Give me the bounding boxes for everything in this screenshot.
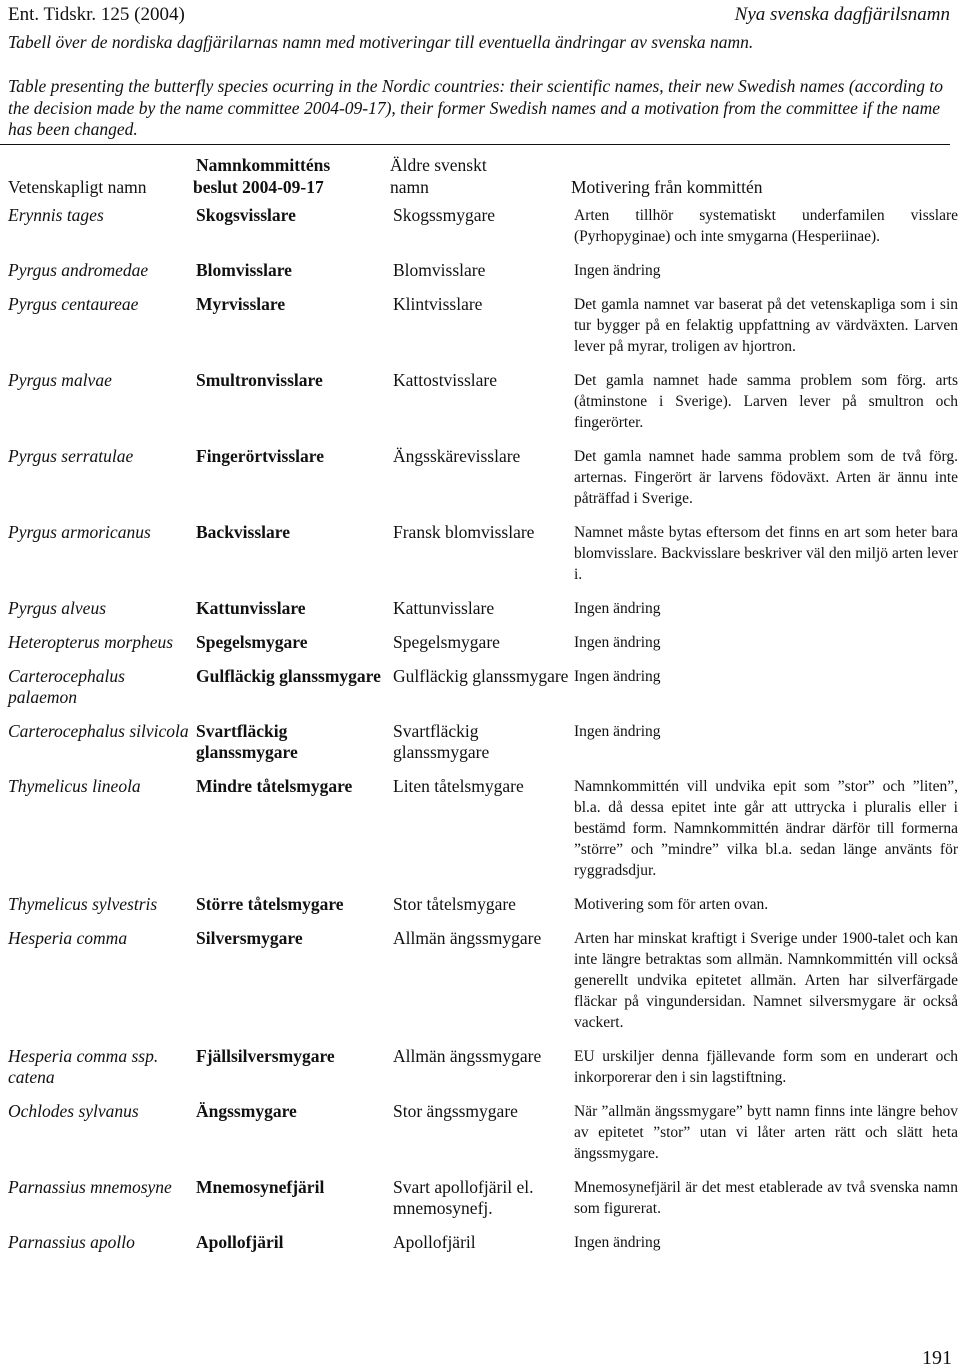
journal-citation: Ent. Tidskr. 125 (2004): [8, 4, 185, 25]
table-row: [0, 1232, 958, 1253]
new-name-cell: Spegelsmygare: [196, 632, 308, 652]
old-name-cell: Skogssmygare: [393, 205, 496, 225]
old-name-cell: Kattunvisslare: [393, 598, 495, 618]
col-old-name-line1: Äldre svenskt: [390, 155, 487, 175]
table-row: [0, 928, 958, 1046]
article-title: Nya svenska dagfjärilsnamn: [734, 4, 950, 25]
table-row: [0, 721, 958, 776]
table-row: [0, 666, 958, 721]
scientific-name-cell: Pyrgus serratulae: [8, 446, 134, 466]
new-name-cell: Skogsvisslare: [196, 205, 296, 225]
old-name-cell: Stor ängssmygare: [393, 1101, 518, 1121]
scientific-name-cell: Ochlodes sylvanus: [8, 1101, 139, 1121]
old-name-cell: Allmän ängssmygare: [393, 1046, 542, 1066]
new-name-cell: Apollofjäril: [196, 1232, 284, 1252]
table-row: [0, 632, 958, 666]
new-name-cell: Mindre tåtelsmygare: [196, 776, 353, 796]
scientific-name-cell: Parnassius apollo: [8, 1232, 135, 1252]
table-row: [0, 260, 958, 294]
table-row: [0, 1177, 958, 1232]
motivation-cell: Det gamla namnet hade samma problem som förg. arts (åtminstone i Sverige). Larven lever på smultron och fingerörter.: [574, 372, 958, 431]
col-old-name-line2: namn: [390, 177, 429, 197]
scientific-name-cell: Pyrgus armoricanus: [8, 522, 151, 542]
new-name-cell: Ängssmygare: [196, 1101, 297, 1121]
old-name-cell: Stor tåtelsmygare: [393, 894, 516, 914]
scientific-name-cell: Pyrgus andromedae: [8, 260, 149, 280]
new-name-cell: Myrvisslare: [196, 294, 286, 314]
table-caption-swedish: Tabell över de nordiska dagfjärilarnas namn med motiveringar till eventuella ändringar av svenska namn.: [8, 32, 754, 52]
old-name-cell: Svart apollofjäril el. mnemosynefj.: [393, 1177, 534, 1218]
motivation-cell: Ingen ändring: [574, 668, 661, 685]
motivation-cell: När ”allmän ängssmygare” bytt namn finns inte längre behov av epitetet ”stor” utan vi låter arten rätt och slätt heta ängssmygare.: [574, 1103, 958, 1162]
table-row: [0, 370, 958, 446]
old-name-cell: Spegelsmygare: [393, 632, 500, 652]
motivation-cell: Ingen ändring: [574, 723, 661, 740]
new-name-cell: Större tåtelsmygare: [196, 894, 344, 914]
motivation-cell: Motivering som för arten ovan.: [574, 896, 769, 913]
table-row: [0, 205, 958, 260]
old-name-cell: Blomvisslare: [393, 260, 486, 280]
table-row: [0, 294, 958, 370]
col-new-name-line2: beslut 2004-09-17: [193, 177, 324, 197]
old-name-cell: Fransk blomvisslare: [393, 522, 535, 542]
scientific-name-cell: Erynnis tages: [8, 205, 104, 225]
motivation-cell: Namnet måste bytas eftersom det finns en art som heter bara blomvisslare. Backvisslare beskriver väl den miljö arten lever i.: [574, 524, 958, 583]
scientific-name-cell: Thymelicus sylvestris: [8, 894, 158, 914]
old-name-cell: Ängsskärevisslare: [393, 446, 521, 466]
motivation-cell: Ingen ändring: [574, 600, 661, 617]
motivation-cell: Ingen ändring: [574, 634, 661, 651]
table-row: [0, 894, 958, 928]
new-name-cell: Smultronvisslare: [196, 370, 323, 390]
old-name-cell: Apollofjäril: [393, 1232, 476, 1252]
motivation-cell: Namnkommittén vill undvika epit som ”stor” och ”liten”, bl.a. då dessa epitet inte går att uttrycka i pluralis eller i bestämd form. Namnkommittén ändrar därför till formerna ”större” och ”mindre” vilka bl.a. sedan länge använts för ryggradsdjur.: [574, 778, 958, 879]
header-rule: [0, 144, 950, 145]
old-name-cell: Kattostvisslare: [393, 370, 498, 390]
col-motivation: Motivering från kommittén: [571, 177, 763, 197]
scientific-name-cell: Heteropterus morpheus: [8, 632, 174, 652]
new-name-cell: Blomvisslare: [196, 260, 292, 280]
table-row: [0, 1101, 958, 1177]
new-name-cell: Fjällsilversmygare: [196, 1046, 335, 1066]
new-name-cell: Kattunvisslare: [196, 598, 306, 618]
motivation-cell: Arten har minskat kraftigt i Sverige under 1900-talet och kan inte längre betraktas som allmän. Namnkommittén vill också generellt undvika epitetet allmän. Arten har silverfärgade fläckar på vingundersidan. Namnet silversmygare är också vackert.: [574, 930, 958, 1031]
scientific-name-cell: Pyrgus centaureae: [8, 294, 139, 314]
motivation-cell: Det gamla namnet hade samma problem som de två förg. arternas. Fingerört är larvens födoväxt. Arten är ännu inte påträffad i Sverige.: [574, 448, 958, 507]
old-name-cell: Svartfläckig glanssmygare: [393, 721, 490, 762]
table-caption-english: Table presenting the butterfly species ocurring in the Nordic countries: their scientific names, their new Swedish names (according to the decision made by the name committee 2004-09-17), their former Swedish names and a motivation from the committee if the name has been changed.: [8, 76, 943, 139]
motivation-cell: Det gamla namnet var baserat på det vetenskapliga som i sin tur bygger på en felaktig uppfattning av värdväxten. Larven lever på myrar, troligen av hjortron.: [574, 296, 958, 355]
table-row: [0, 522, 958, 598]
new-name-cell: Gulfläckig glanssmygare: [196, 666, 381, 686]
col-new-name-line1: Namnkommitténs: [196, 155, 331, 175]
scientific-name-cell: Pyrgus malvae: [8, 370, 112, 390]
new-name-cell: Fingerörtvisslare: [196, 446, 324, 466]
motivation-cell: Mnemosynefjäril är det mest etablerade av två svenska namn som figurerat.: [574, 1179, 958, 1217]
scientific-name-cell: Pyrgus alveus: [8, 598, 107, 618]
old-name-cell: Allmän ängssmygare: [393, 928, 542, 948]
old-name-cell: Gulfläckig glanssmygare: [393, 666, 569, 686]
species-table: [0, 205, 958, 1253]
old-name-cell: Liten tåtelsmygare: [393, 776, 524, 796]
motivation-cell: Arten tillhör systematiskt underfamilen visslare (Pyrhopyginae) och inte smygarna (Hesperiinae).: [574, 207, 958, 245]
col-scientific-name: Vetenskapligt namn: [8, 177, 147, 197]
page-number: 191: [922, 1347, 952, 1369]
new-name-cell: Backvisslare: [196, 522, 290, 542]
motivation-cell: Ingen ändring: [574, 262, 661, 279]
scientific-name-cell: Carterocephalus silvicola: [8, 721, 189, 741]
scientific-name-cell: Carterocephalus palaemon: [8, 666, 125, 707]
species-table-body: [0, 205, 958, 1253]
old-name-cell: Klintvisslare: [393, 294, 483, 314]
new-name-cell: Svartfläckig glanssmygare: [196, 721, 298, 762]
table-row: [0, 446, 958, 522]
new-name-cell: Mnemosynefjäril: [196, 1177, 325, 1197]
scientific-name-cell: Thymelicus lineola: [8, 776, 141, 796]
column-headers: [0, 150, 960, 198]
scientific-name-cell: Hesperia comma ssp. catena: [8, 1046, 159, 1087]
motivation-cell: Ingen ändring: [574, 1234, 661, 1251]
table-row: [0, 598, 958, 632]
table-row: [0, 776, 958, 894]
table-row: [0, 1046, 958, 1101]
new-name-cell: Silversmygare: [196, 928, 303, 948]
motivation-cell: EU urskiljer denna fjällevande form som en underart och inkorporerar den i sin lagstiftning.: [574, 1048, 958, 1086]
scientific-name-cell: Parnassius mnemosyne: [8, 1177, 172, 1197]
scientific-name-cell: Hesperia comma: [8, 928, 128, 948]
